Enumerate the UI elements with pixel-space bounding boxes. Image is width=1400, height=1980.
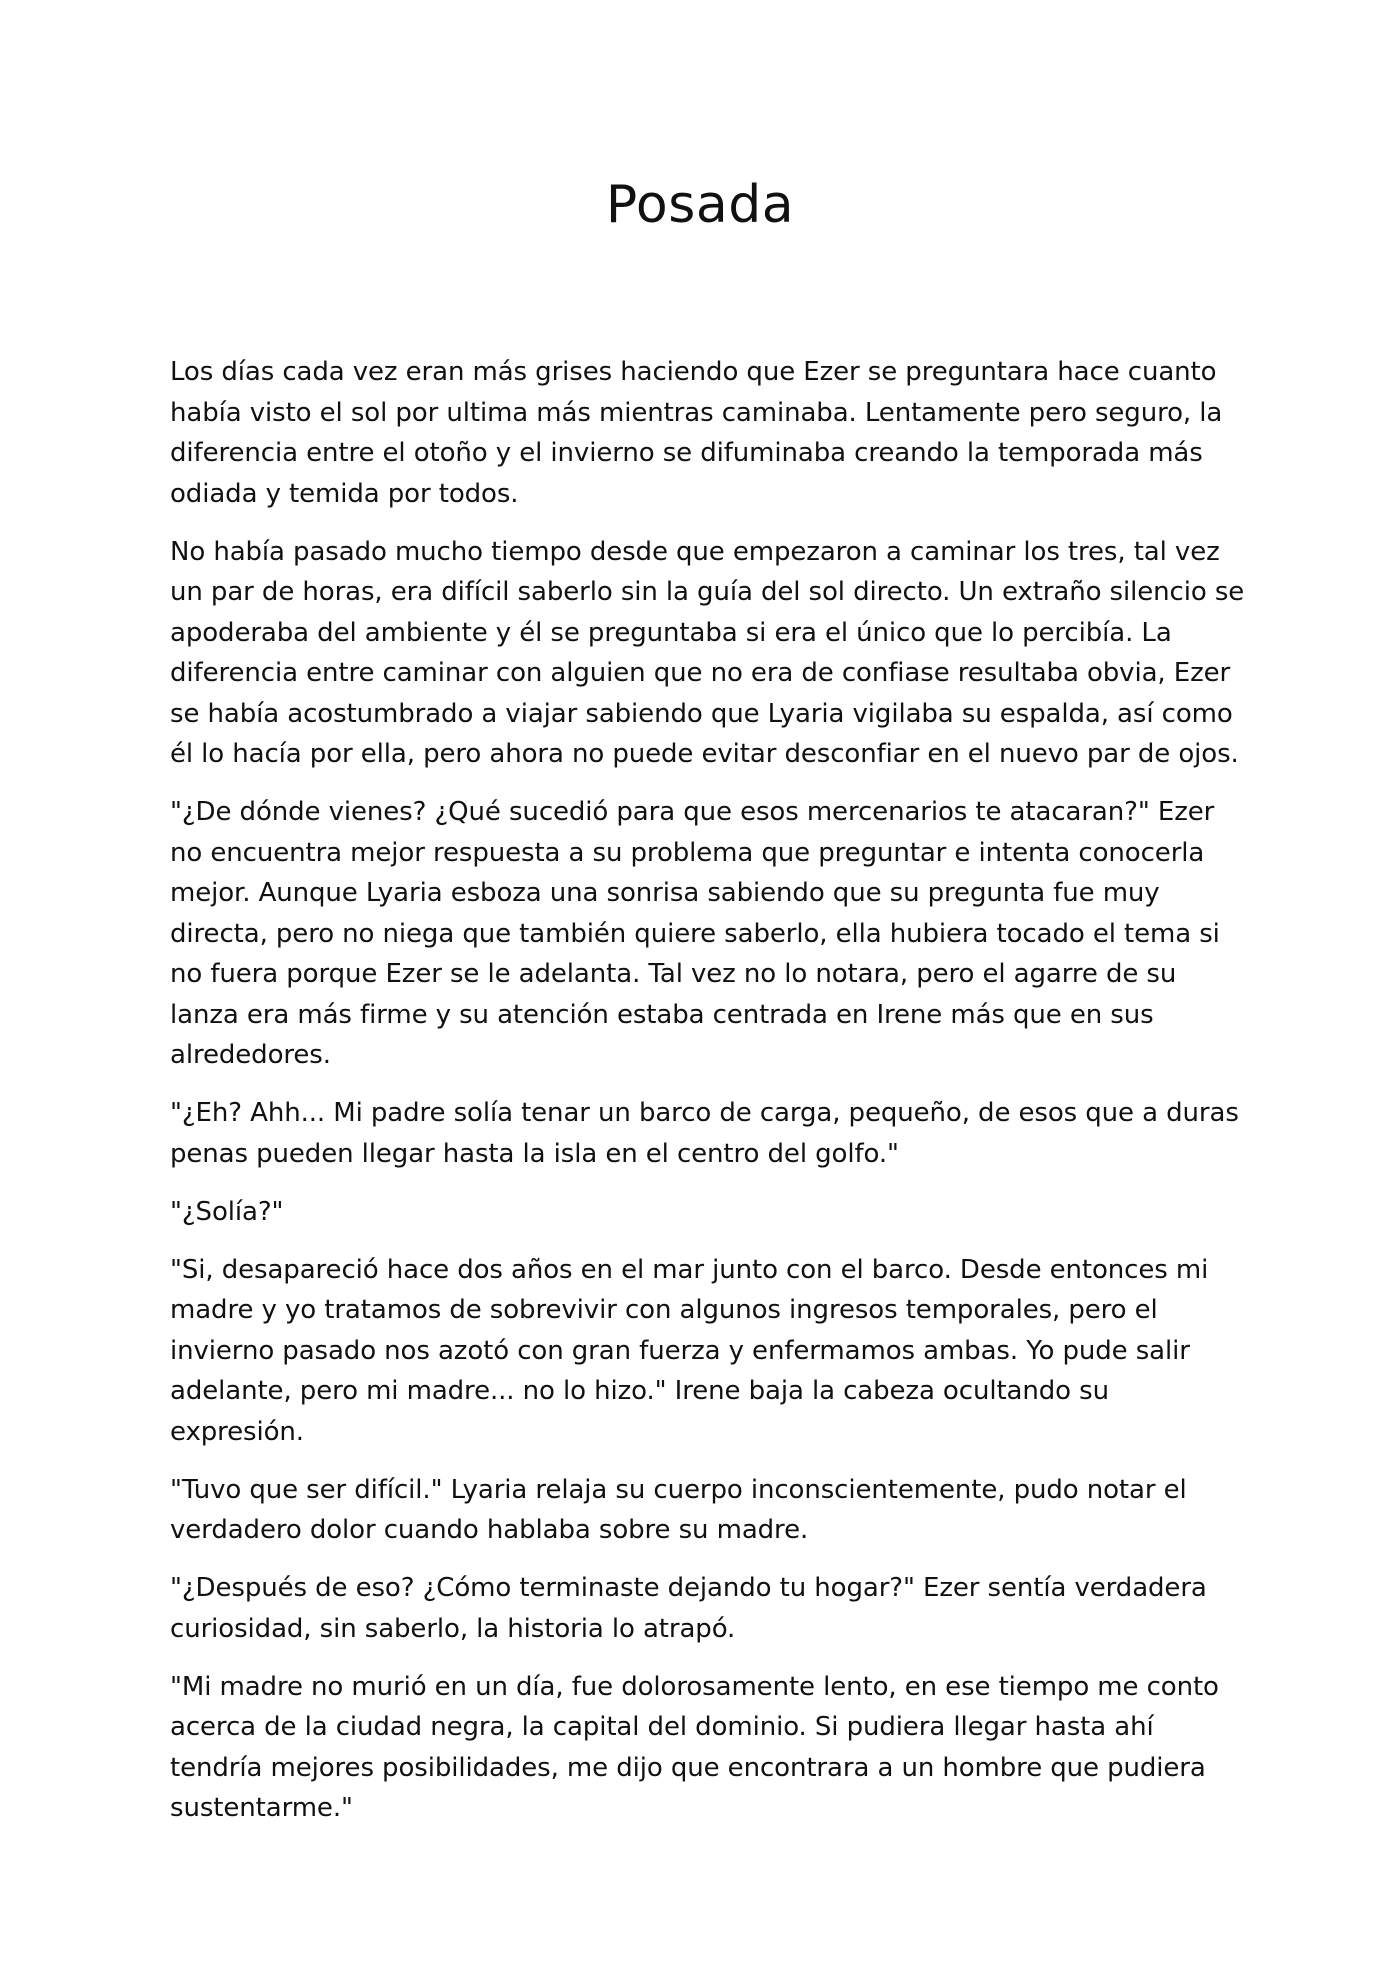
paragraph-8: "¿Después de eso? ¿Cómo terminaste dejando tu hogar?" Ezer sentía verdadera curiosidad, sin saberlo, la historia lo atrapó. — [170, 1573, 1207, 1644]
document-body — [170, 352, 1245, 1846]
paragraph-1: Los días cada vez eran más grises haciendo que Ezer se preguntara hace cuanto había visto el sol por ultima más mientras caminaba. Lentamente pero seguro, la diferencia entre el otoño y el invierno se difuminaba creando la temporada más odiada y temida por todos. — [170, 357, 1223, 509]
paragraph-4: "¿Eh? Ahh... Mi padre solía tenar un barco de carga, pequeño, de esos que a duras penas pueden llegar hasta la isla en el centro del golfo." — [170, 1098, 1239, 1169]
paragraph-7: "Tuvo que ser difícil." Lyaria relaja su cuerpo inconscientemente, pudo notar el verdadero dolor cuando hablaba sobre su madre. — [170, 1474, 1187, 1545]
page-title: Posada — [605, 175, 795, 235]
paragraph-2: No había pasado mucho tiempo desde que empezaron a caminar los tres, tal vez un par de horas, era difícil saberlo sin la guía del sol directo. Un extraño silencio se apoderaba del ambiente y él se preguntaba si era el único que lo percibía. La diferencia entre caminar con alguien que no era de confiase resultaba obvia, Ezer se había acostumbrado a viajar sabiendo que Lyaria vigilaba su espalda, así como él lo hacía por ella, pero ahora no puede evitar desconfiar en el nuevo par de ojos. — [170, 536, 1245, 769]
paragraph-9: "Mi madre no murió en un día, fue dolorosamente lento, en ese tiempo me conto acerca de la ciudad negra, la capital del dominio. Si pudiera llegar hasta ahí tendría mejores posibilidades, me dijo que encontrara a un hombre que pudiera sustentarme." — [170, 1671, 1219, 1823]
paragraph-6: "Si, desapareció hace dos años en el mar junto con el barco. Desde entonces mi madre y yo tratamos de sobrevivir con algunos ingresos temporales, pero el invierno pasado nos azotó con gran fuerza y enfermamos ambas. Yo pude salir adelante, pero mi madre... no lo hizo." Irene baja la cabeza ocultando su expresión. — [170, 1254, 1209, 1447]
paragraph-5: "¿Solía?" — [170, 1196, 284, 1227]
paragraph-3: "¿De dónde vienes? ¿Qué sucedió para que esos mercenarios te atacaran?" Ezer no encuentra mejor respuesta a su problema que preguntar e intenta conocerla mejor. Aunque Lyaria esboza una sonrisa sabiendo que su pregunta fue muy directa, pero no niega que también quiere saberlo, ella hubiera tocado el tema si no fuera porque Ezer se le adelanta. Tal vez no lo notara, pero el agarre de su lanza era más firme y su atención estaba centrada en Irene más que en sus alrededores. — [170, 797, 1220, 1070]
